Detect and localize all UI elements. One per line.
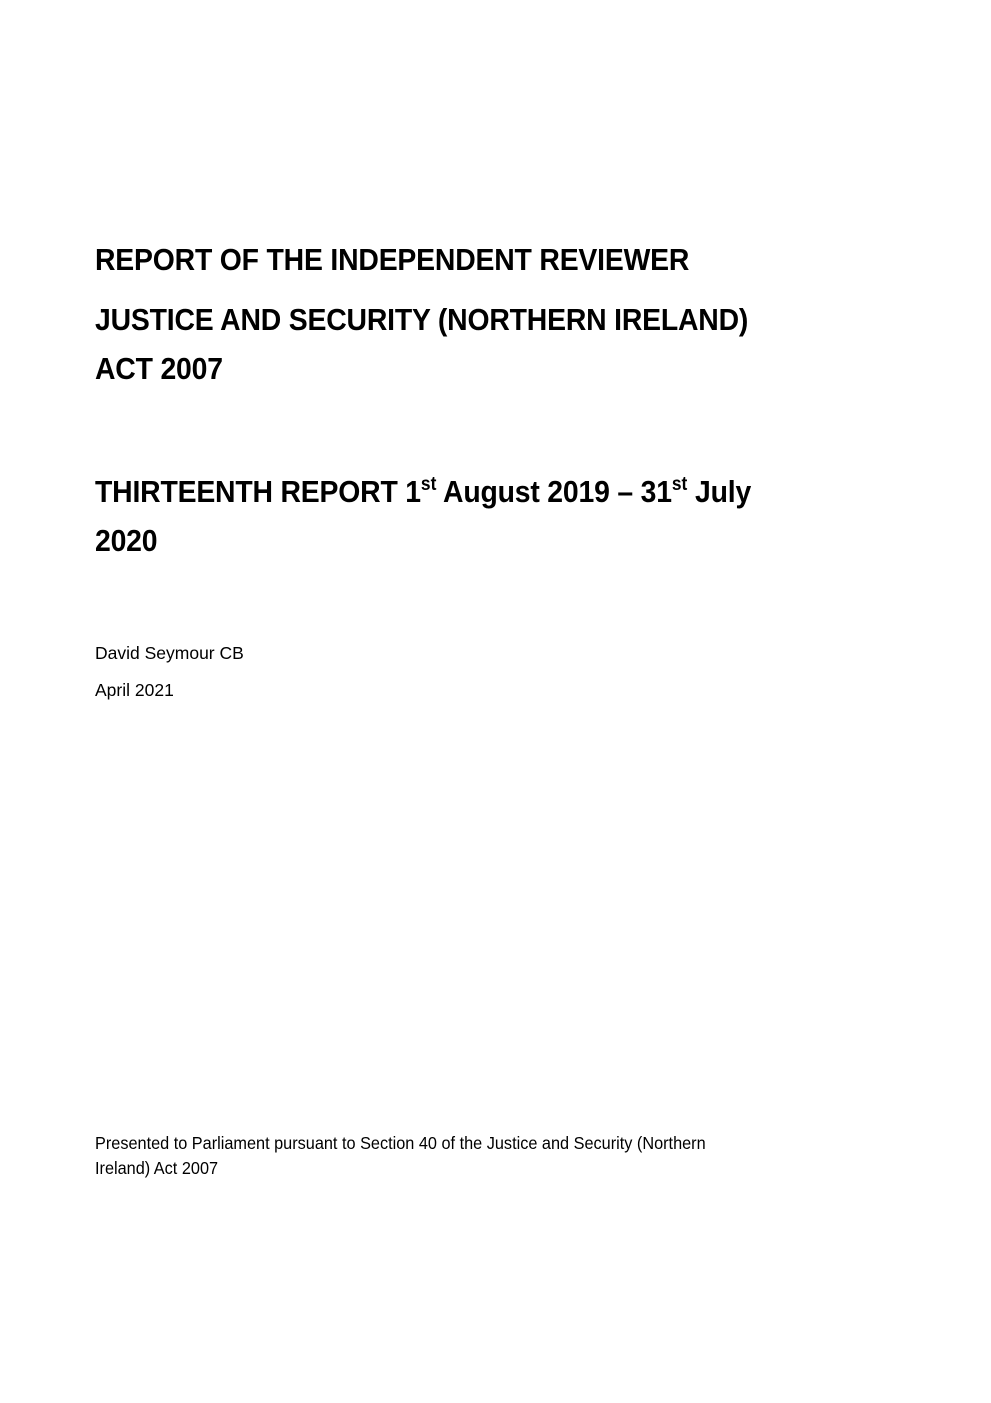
ordinal-suffix-1: st <box>420 474 437 495</box>
presentation-note-line-1: Presented to Parliament pursuant to Section 40 of the Justice and Security (Northern <box>95 1133 706 1153</box>
ordinal-suffix-2: st <box>671 474 688 495</box>
report-title-line-3: ACT 2007 <box>95 351 223 386</box>
report-period-text-1: THIRTEENTH REPORT 1 <box>95 474 421 509</box>
report-title-line-1: REPORT OF THE INDEPENDENT REVIEWER <box>95 242 690 277</box>
report-period-text-3: July <box>687 474 752 509</box>
author-name: David Seymour CB <box>95 643 244 663</box>
report-period-line-2: 2020 <box>95 523 158 558</box>
report-title-line-2: JUSTICE AND SECURITY (NORTHERN IRELAND) <box>95 302 749 337</box>
publication-date: April 2021 <box>95 680 174 700</box>
report-period-line-1 <box>95 474 751 515</box>
report-period-text-2: August 2019 – 31 <box>436 474 672 509</box>
presentation-note-line-2: Ireland) Act 2007 <box>95 1158 219 1178</box>
